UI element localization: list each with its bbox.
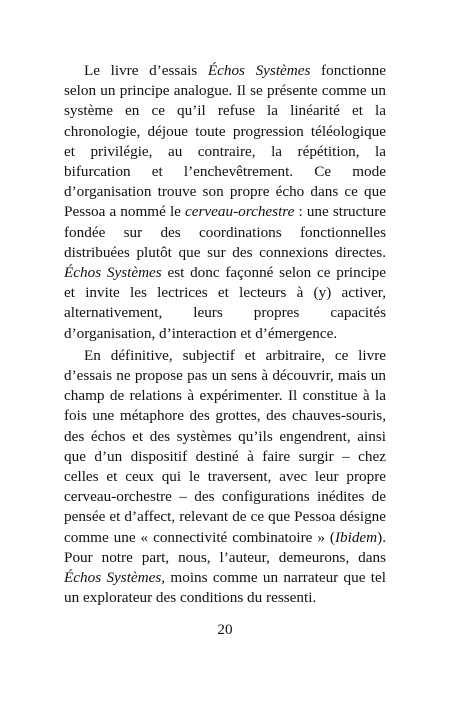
page-number: 20 [217,621,233,638]
italic-text-segment: Échos Systèmes [207,62,311,79]
paragraph-2 [64,346,386,609]
text-segment: : une structure fondée sur des coordinations fonctionnelles distribuées plutôt que sur des connexions directes. [64,203,386,261]
text-segment: ). Pour notre part, nous, l’auteur, demeurons, dans [64,528,386,566]
italic-text-segment: Échos Systèmes [64,264,162,282]
italic-text-segment: cerveau-orchestre [185,203,295,221]
text-segment: fonctionne selon un principe analogue. Il se présente comme un système en ce qu’il refuse la linéarité et la chronologie, déjoue toute progression téléologique et privilégie, au contraire, la répétition, la bifurcation et l’enchevêtrement. Ce mode d’organisation trouve son propre écho dans ce que Pessoa a nommé le [64,62,386,221]
text-segment: En définitive, subjectif et arbitraire, ce livre d’essais ne propose pas un sens à découvrir, mais un champ de relations à expérimenter. Il constitue à la fois une métaphore des grottes, des chauves-souris, des échos et des systèmes qu’ils engendrent, ainsi que d’un dispositif destiné à faire surgir – chez celles et ceux qui le traversent, avec leur propre cerveau-orchestre – des configurations inédites de pensée et d’affect, relevant de ce que Pessoa désigne comme une « connectivité combinatoire » ( [64,346,386,546]
paragraph-1 [64,61,386,344]
body-text [64,61,386,608]
text-segment: Le livre d’essais [84,62,208,79]
text-segment: , moins comme un narrateur que tel un explorateur des conditions du ressenti. [64,569,386,607]
italic-text-segment: Ibidem [334,528,378,546]
italic-text-segment: Échos Systèmes [64,569,162,587]
text-segment: est donc façonné selon ce principe et invite les lectrices et lecteurs à (y) activer, alternativement, leurs propres capacités d’organisation, d’interaction et d’émergence. [64,264,386,342]
